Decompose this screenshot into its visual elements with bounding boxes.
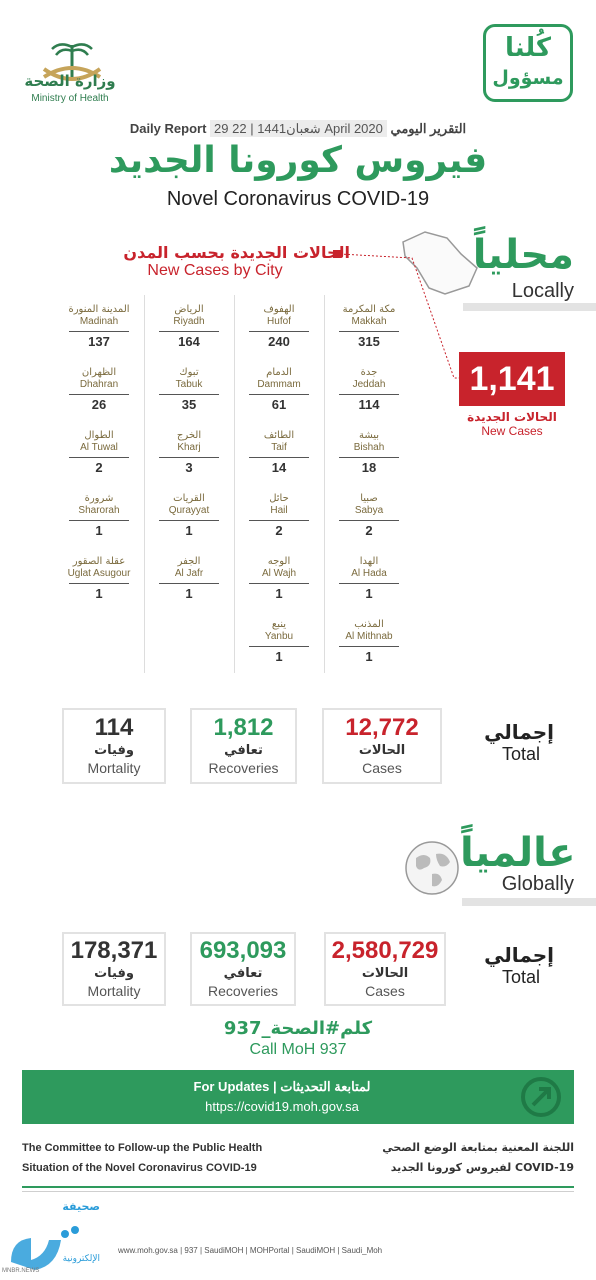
local-cases-label-en: Cases: [362, 760, 402, 776]
city-name-ar: حائل: [269, 493, 289, 504]
city-name-en: Qurayyat: [168, 505, 210, 516]
city-name-en: Hufof: [267, 316, 291, 327]
city-rule: [159, 394, 219, 395]
city-name-ar: الطوال: [84, 430, 114, 441]
city-case-count: 1: [275, 586, 283, 601]
city-name-ar: عقلة الصقور: [72, 556, 126, 567]
city-cell: [325, 295, 413, 358]
city-case-count: 240: [268, 334, 290, 349]
city-name-ar: جدة: [360, 367, 378, 378]
watermark-ar: صحيفة: [62, 1200, 100, 1213]
moh-name-ar: وزارة الصحة: [24, 72, 116, 90]
global-recoveries-label-en: Recoveries: [207, 983, 279, 999]
global-cases-box: [324, 932, 446, 1006]
global-mortality-box: [62, 932, 166, 1006]
global-cases-value: 2,580,729: [331, 937, 439, 964]
city-rule: [249, 394, 309, 395]
call-hashtag-ar: كلم#الصحة_937: [223, 1018, 373, 1039]
city-name-ar: الوجه: [267, 556, 291, 567]
globe-icon: [402, 838, 462, 898]
city-name-en: Al Mithnab: [345, 631, 393, 642]
kollona-line1: كُلنا: [504, 33, 552, 63]
city-title-en: New Cases by City: [147, 262, 283, 279]
city-name-en: Bishah: [353, 442, 385, 453]
city-cell: [235, 547, 323, 610]
global-recoveries-box: [190, 932, 296, 1006]
city-name-ar: الخرج: [176, 430, 202, 441]
city-cell: [55, 358, 143, 421]
report-date: 29 شعبان1441 | 22 April 2020: [210, 120, 387, 137]
footer-divider: [22, 1186, 574, 1188]
city-name-ar: الطائف: [263, 430, 295, 441]
city-title-ar: الحالات الجديدة بحسب المدن: [123, 243, 350, 262]
global-total-en: Total: [501, 967, 540, 987]
city-cell: [235, 610, 323, 673]
city-case-count: 2: [95, 460, 103, 475]
city-case-count: 1: [275, 649, 283, 664]
local-recoveries-label-en: Recoveries: [208, 760, 279, 776]
kollona-line2: مسؤول: [492, 67, 564, 89]
city-name-en: Al Jafr: [174, 568, 204, 579]
city-case-count: 1: [185, 586, 193, 601]
city-rule: [249, 646, 309, 647]
global-total-ar: إجمالي: [484, 943, 554, 967]
local-recoveries-value: 1,812: [213, 714, 274, 741]
global-cases-label-ar: الحالات: [361, 966, 409, 981]
local-total-en: Total: [501, 744, 540, 764]
city-rule: [249, 331, 309, 332]
city-name-en: Taif: [271, 442, 287, 453]
city-name-en: Al Hada: [351, 568, 387, 579]
city-name-ar: شرورة: [84, 493, 114, 504]
call-moh-en: Call MoH 937: [249, 1041, 347, 1058]
page-title-ar: فيروس كورونا الجديد: [108, 140, 488, 181]
city-cell: [145, 547, 233, 610]
local-total-ar: إجمالي: [484, 720, 554, 744]
city-name-ar: الظهران: [81, 367, 117, 378]
city-name-ar: تبوك: [179, 367, 199, 378]
locally-underline: [463, 303, 596, 311]
new-cases-label-en: New Cases: [481, 424, 543, 438]
local-mortality-box: [62, 708, 166, 784]
city-name-ar: الرياض: [174, 304, 204, 315]
city-cell: [145, 358, 233, 421]
city-name-ar: الهفوف: [263, 304, 295, 315]
city-rule: [339, 394, 399, 395]
city-name-ar: المدينة المنورة: [68, 304, 130, 315]
city-case-count: 114: [358, 397, 380, 412]
watermark-ar2: الإلكترونية: [62, 1254, 100, 1264]
city-name-en: Jeddah: [352, 379, 386, 390]
city-rule: [249, 457, 309, 458]
city-name-en: Sharorah: [78, 505, 120, 516]
city-case-count: 14: [271, 460, 287, 475]
local-cases-label-ar: الحالات: [358, 743, 406, 758]
city-rule: [69, 394, 129, 395]
city-rule: [249, 583, 309, 584]
city-name-ar: ينبع: [271, 619, 287, 630]
global-cases-label-en: Cases: [365, 983, 405, 999]
report-ar: التقرير اليومي: [390, 121, 467, 136]
page-title-en: Novel Coronavirus COVID-19: [166, 188, 430, 210]
city-cell: [55, 295, 143, 358]
updates-label: For Updates | لمتابعة التحديثات: [193, 1079, 371, 1094]
daily-report-line: [0, 121, 596, 137]
city-name-en: Yanbu: [264, 631, 294, 642]
city-name-ar: القريات: [173, 493, 205, 504]
committee-en-line1: The Committee to Follow-up the Public Health: [22, 1142, 263, 1154]
city-cell: [325, 421, 413, 484]
city-rule: [159, 331, 219, 332]
new-cases-label-ar: الحالات الجديدة: [467, 410, 557, 424]
city-cell: [145, 295, 233, 358]
city-case-count: 137: [88, 334, 110, 349]
city-case-count: 1: [95, 586, 103, 601]
city-rule: [339, 646, 399, 647]
global-mortality-value: 178,371: [70, 937, 158, 964]
city-cell: [145, 421, 233, 484]
city-rule: [339, 520, 399, 521]
report-en: Daily Report: [129, 121, 207, 136]
city-name-en: Dammam: [257, 379, 301, 390]
city-name-ar: الدمام: [266, 367, 292, 378]
locally-title-ar: محلياً: [472, 232, 574, 278]
city-cell: [55, 484, 143, 547]
committee-ar-line2: لفيروس كورونا الجديد COVID-19: [390, 1161, 574, 1174]
city-name-ar: الهدا: [359, 556, 379, 567]
footer-divider-thin: [22, 1191, 574, 1192]
global-recoveries-value: 693,093: [199, 937, 287, 964]
city-case-count: 1: [365, 586, 373, 601]
city-name-en: Makkah: [351, 316, 387, 327]
city-cell: [325, 610, 413, 673]
city-case-count: 1: [365, 649, 373, 664]
global-mortality-label-ar: وفيات: [94, 966, 134, 981]
city-rule: [69, 457, 129, 458]
local-mortality-label-ar: وفيات: [94, 743, 134, 758]
updates-url-link[interactable]: https://covid19.moh.gov.sa: [205, 1099, 359, 1114]
city-name-ar: بيشة: [358, 430, 380, 441]
city-name-ar: صبيا: [360, 493, 378, 504]
city-rule: [339, 457, 399, 458]
city-case-count: 1: [185, 523, 193, 538]
city-name-en: Tabuk: [175, 379, 203, 390]
local-recoveries-box: [190, 708, 297, 784]
city-cell: [235, 358, 323, 421]
committee-en-line2: Situation of the Novel Coronavirus COVID-19: [22, 1162, 257, 1174]
committee-en: [22, 1138, 322, 1178]
city-name-en: Al Wajh: [261, 568, 297, 579]
city-rule: [339, 331, 399, 332]
city-name-en: Sabya: [354, 505, 384, 516]
city-rule: [159, 457, 219, 458]
city-case-count: 35: [181, 397, 197, 412]
committee-ar: [320, 1138, 574, 1178]
city-case-count: 164: [178, 334, 200, 349]
city-name-en: Madinah: [79, 316, 119, 327]
city-case-count: 2: [275, 523, 283, 538]
city-cases-grid: [55, 295, 410, 675]
city-cell: [325, 484, 413, 547]
watermark-en: MNBR.NEWS: [2, 1268, 40, 1274]
city-case-count: 18: [361, 460, 377, 475]
city-rule: [159, 520, 219, 521]
city-rule: [159, 583, 219, 584]
globally-underline: [462, 898, 596, 906]
global-recoveries-label-ar: تعافي: [223, 966, 263, 981]
city-cell: [235, 484, 323, 547]
kollona-masool-badge: [483, 24, 573, 102]
locally-title-en: Locally: [511, 280, 574, 302]
city-case-count: 26: [91, 397, 107, 412]
city-rule: [69, 583, 129, 584]
city-cell: [55, 421, 143, 484]
city-case-count: 1: [95, 523, 103, 538]
local-mortality-value: 114: [94, 714, 134, 741]
city-name-en: Hail: [270, 505, 288, 516]
globally-title-en: Globally: [501, 873, 574, 895]
city-cell: [55, 547, 143, 610]
global-mortality-label-en: Mortality: [87, 983, 141, 999]
globally-title-ar: عالمياً: [460, 830, 576, 876]
local-cases-value: 12,772: [345, 714, 419, 741]
city-rule: [69, 331, 129, 332]
city-cell: [325, 547, 413, 610]
updates-banner[interactable]: [22, 1070, 574, 1124]
arrow-circle-icon: [520, 1076, 562, 1118]
moh-name-en: Ministry of Health: [31, 93, 109, 104]
social-handles: www.moh.gov.sa | 937 | SaudiMOH | MOHPortal | SaudiMOH | Saudi_Moh: [118, 1246, 383, 1255]
city-name-en: Dhahran: [79, 379, 119, 390]
city-case-count: 61: [271, 397, 287, 412]
city-name-en: Al Tuwal: [80, 442, 118, 453]
city-name-ar: الجفر: [177, 556, 201, 567]
city-name-en: Riyadh: [173, 316, 205, 327]
local-recoveries-label-ar: تعافي: [224, 743, 263, 758]
new-cases-value: 1,141: [459, 352, 565, 406]
city-rule: [339, 583, 399, 584]
city-cell: [235, 421, 323, 484]
city-case-count: 2: [365, 523, 373, 538]
city-cell: [145, 484, 233, 547]
city-case-count: 315: [358, 334, 380, 349]
city-name-en: Uglat Asugour: [67, 568, 131, 579]
local-mortality-label-en: Mortality: [87, 760, 141, 776]
city-name-en: Kharj: [177, 442, 201, 453]
city-cell: [325, 358, 413, 421]
city-case-count: 3: [185, 460, 193, 475]
committee-ar-line1: اللجنة المعنية بمتابعة الوضع الصحي: [382, 1141, 574, 1154]
city-name-ar: مكة المكرمة: [342, 304, 396, 315]
city-rule: [249, 520, 309, 521]
city-rule: [69, 520, 129, 521]
local-cases-box: [322, 708, 442, 784]
city-name-ar: المذنب: [354, 619, 384, 630]
city-cell: [235, 295, 323, 358]
